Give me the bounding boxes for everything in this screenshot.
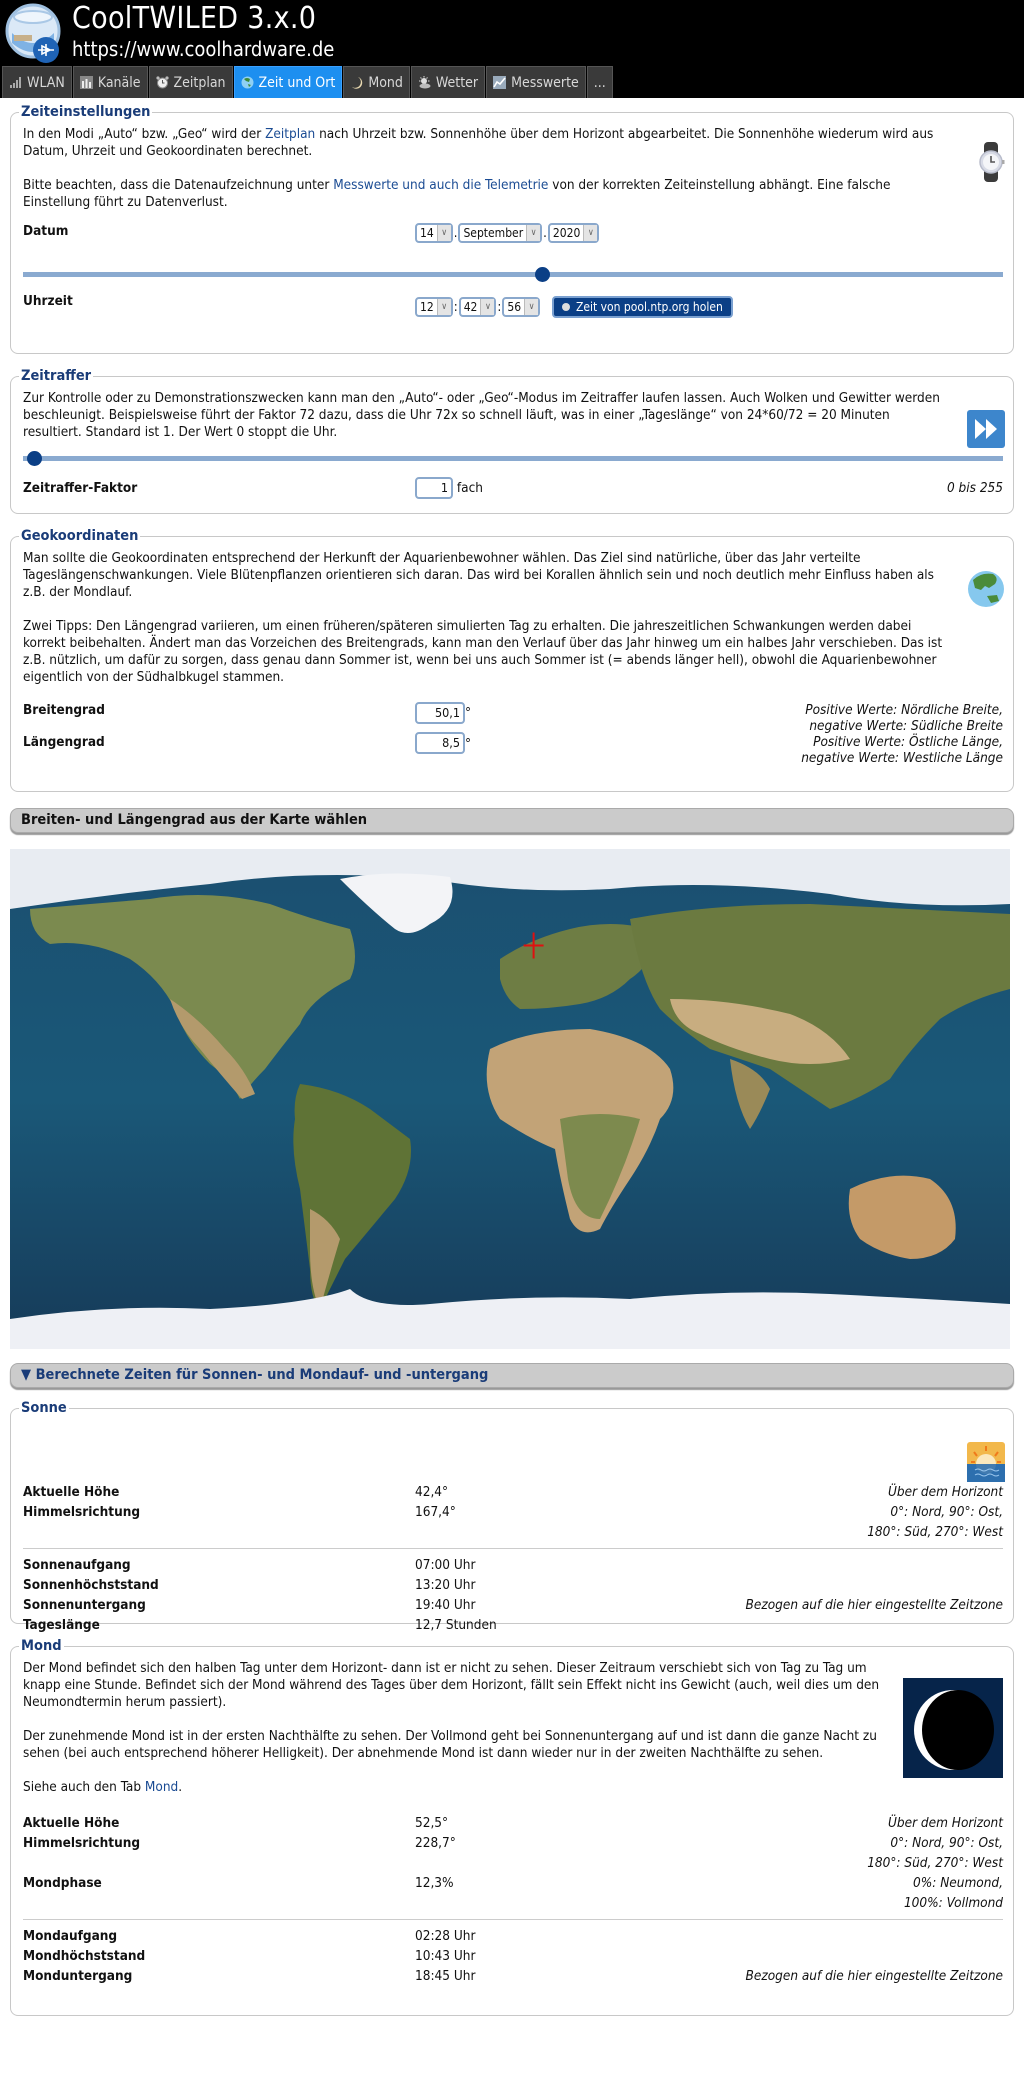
row-value: 52,5°	[415, 1815, 449, 1831]
tab-label: WLAN	[27, 74, 65, 91]
watch-icon	[562, 303, 570, 311]
row-label: Himmelsrichtung	[23, 1504, 141, 1520]
row-label: Sonnenuntergang	[23, 1597, 146, 1613]
day-value: 14	[420, 226, 434, 240]
day-select[interactable]	[415, 223, 453, 243]
tab-label: Kanäle	[97, 74, 141, 91]
tab-label: Zeitplan	[173, 74, 226, 91]
section-title: Zeiteinstellungen	[21, 104, 151, 120]
map-picker-header[interactable]	[10, 808, 1014, 833]
minute-select[interactable]	[459, 297, 497, 317]
minute-value: 42	[463, 300, 478, 314]
mond-paragraph-2: Der zunehmende Mond ist in der ersten Nachthälfte zu sehen. Der Vollmond geht bei Sonnenuntergang auf und ist dann die ganze Nacht zu sehen (bei auch entsprechend höherer Helligkeit). Der abnehmende Mond ist dann wieder nur in der zweiten Nachthälfte zu sehen.	[23, 1728, 877, 1761]
row-note	[746, 1595, 1003, 1615]
row-value: 13:20 Uhr	[415, 1577, 476, 1593]
ntp-button-label: Zeit von pool.ntp.org holen	[575, 300, 723, 314]
year-select[interactable]	[548, 223, 599, 243]
separator: .	[543, 225, 547, 241]
chart-icon	[493, 76, 506, 89]
text: von der korrekten Zeiteinstellung abhängt. Eine falsche Einstellung führt zu Datenverlust.	[23, 177, 891, 210]
world-map-image[interactable]	[10, 849, 1010, 1349]
alarm-clock-icon	[156, 76, 169, 89]
month-value: September	[463, 226, 524, 240]
table-row	[23, 1833, 1003, 1873]
row-note	[746, 1966, 1003, 1986]
app-logo-icon	[4, 3, 66, 65]
section-title: Sonne	[21, 1400, 67, 1416]
sonne-position-list	[23, 1482, 1003, 1542]
app-header	[0, 0, 1024, 66]
channels-icon	[80, 76, 93, 89]
zeit-paragraph-2	[23, 177, 948, 211]
tab-wlan[interactable]	[2, 66, 72, 98]
signal-icon	[9, 76, 22, 89]
world-map[interactable]	[10, 849, 1010, 1349]
second-select[interactable]	[502, 297, 540, 317]
separator: .	[453, 225, 458, 241]
breitengrad-label: Breitengrad	[23, 702, 105, 718]
zeitraffer-slider-track[interactable]	[23, 456, 1003, 461]
row-label: Mondaufgang	[23, 1928, 118, 1944]
tab-label: Mond	[368, 74, 403, 91]
tab-zeitplan[interactable]	[149, 66, 233, 98]
separator: :	[453, 299, 458, 315]
month-select[interactable]	[458, 223, 542, 243]
chevron-down-icon: ∨	[526, 225, 540, 241]
note-line: 180°: Süd, 270°: West	[867, 1524, 1003, 1540]
note-line: 180°: Süd, 270°: West	[867, 1855, 1003, 1871]
mond-paragraph-1: Der Mond befindet sich den halben Tag unter dem Horizont- dann ist er nicht zu sehen. Dieser Zeitraum verschiebt sich von Tag zu Tag um knapp eine Stunde. Befindet sich der Mond während des Tages über dem Horizont, fällt sein Effekt nicht ins Gewicht (auch, weil dies um den Neumondtermin herum passiert).	[23, 1660, 880, 1710]
row-value: 42,4°	[415, 1484, 449, 1500]
mond-section	[10, 1638, 1014, 2016]
uhrzeit-label: Uhrzeit	[23, 293, 73, 309]
sonne-times-list	[23, 1555, 1003, 1635]
factor-unit: fach	[456, 480, 483, 496]
calculated-times-title: ▼ Berechnete Zeiten für Sonnen- und Mondauf- und -untergang	[21, 1367, 489, 1383]
tab-label: Wetter	[435, 74, 479, 91]
row-value: 167,4°	[415, 1504, 456, 1520]
time-slider-thumb[interactable]	[535, 267, 550, 282]
note-line: negative Werte: Westliche Länge	[801, 750, 1003, 766]
note-line: 0%: Neumond,	[912, 1875, 1003, 1891]
moon-icon	[350, 76, 363, 89]
row-value: 02:28 Uhr	[415, 1928, 476, 1944]
text: Siehe auch den Tab	[23, 1779, 145, 1795]
second-value: 56	[507, 300, 522, 314]
table-row	[23, 1555, 1003, 1575]
divider	[23, 1919, 1003, 1920]
laengengrad-label: Längengrad	[23, 734, 105, 750]
zeiteinstellungen-section	[10, 104, 1014, 354]
hour-select[interactable]	[415, 297, 453, 317]
table-row	[23, 1873, 1003, 1913]
degree-sign: °	[465, 736, 472, 752]
mond-position-list	[23, 1813, 1003, 1913]
chevron-down-icon: ∨	[437, 299, 451, 315]
app-title: CoolTWILED 3.x.0	[72, 1, 317, 36]
note-line: 100%: Vollmond	[903, 1895, 1003, 1911]
chevron-down-icon: ∨	[437, 225, 451, 241]
laengengrad-row	[23, 734, 1003, 766]
mond-paragraph-3	[23, 1779, 893, 1796]
hour-value: 12	[420, 300, 434, 314]
row-value: 19:40 Uhr	[415, 1597, 476, 1613]
text: Bitte beachten, dass die Datenaufzeichnung unter	[23, 177, 334, 193]
zeitplan-link[interactable]: Zeitplan	[265, 126, 316, 142]
uhrzeit-row	[23, 293, 1003, 318]
row-label: Himmelsrichtung	[23, 1835, 141, 1851]
year-value: 2020	[552, 226, 581, 240]
tab-messwerte[interactable]	[486, 66, 586, 98]
row-value: 07:00 Uhr	[415, 1557, 476, 1573]
row-note	[867, 1502, 1003, 1542]
datum-row	[23, 223, 1003, 243]
globe-icon	[967, 570, 1005, 608]
row-value: 228,7°	[415, 1835, 456, 1851]
section-title: Mond	[21, 1638, 62, 1654]
sunrise-icon	[967, 1442, 1005, 1482]
row-note	[888, 1813, 1003, 1833]
table-row	[23, 1575, 1003, 1595]
note-line: Positive Werte: Nördliche Breite,	[805, 702, 1003, 718]
text: .	[178, 1779, 183, 1795]
chevron-down-icon: ∨	[480, 299, 494, 315]
table-row	[23, 1966, 1003, 1986]
zeitraffer-description: Zur Kontrolle oder zu Demonstrationszwecken kann man den „Auto“- oder „Geo“-Modus im Zeitraffer laufen lassen. Auch Wolken und Gewitter werden beschleunigt. Beispielsweise führt der Faktor 72 dazu, dass die Uhr 72x so schnell läuft, was in einer „Tageslänge“ von 24*60/72 = 20 Minuten resultiert. Standard ist 1. Der Wert 0 stoppt die Uhr.	[23, 390, 940, 440]
globe-icon	[241, 76, 254, 89]
row-label: Sonnenaufgang	[23, 1557, 131, 1573]
chevron-down-icon: ∨	[583, 225, 597, 241]
geo-paragraph-2: Zwei Tipps: Den Längengrad variieren, um einen früheren/späteren simulierten Tag zu erhalten. Die jahreszeitlichen Schwankungen werden dabei korrekt beibehalten. Ändert man das Vorzeichen des Breitengrads, kann man den Verlauf über das Jahr hinweg um ein halbes Jahr verschieben. Das ist z.B. nützlich, um dafür zu sorgen, dass genau dann Sommer ist, wenn bei uns auch Sommer ist (= abends länger hell), obwohl die Aquarienbewohner eigentlich von der Südhalbkugel stammen.	[23, 618, 943, 685]
longitude-input[interactable]: 8,5	[415, 732, 465, 754]
separator: :	[497, 299, 502, 315]
watch-icon	[977, 142, 1005, 182]
row-value: 12,3%	[415, 1875, 454, 1891]
time-slider-track[interactable]	[23, 272, 1003, 277]
note-line: Bezogen auf die hier eingestellte Zeitzone	[745, 1597, 1003, 1613]
note-line: Über dem Horizont	[888, 1815, 1003, 1831]
row-label: Aktuelle Höhe	[23, 1484, 120, 1500]
calculated-times-header[interactable]	[10, 1363, 1014, 1388]
table-row	[23, 1502, 1003, 1542]
row-value: 10:43 Uhr	[415, 1948, 476, 1964]
row-label: Aktuelle Höhe	[23, 1815, 120, 1831]
row-label: Mondhöchststand	[23, 1948, 146, 1964]
table-row	[23, 1482, 1003, 1502]
tab-wetter[interactable]	[411, 66, 485, 98]
note-line: Über dem Horizont	[888, 1484, 1003, 1500]
note-line: negative Werte: Südliche Breite	[809, 718, 1003, 734]
page-content	[0, 98, 1024, 2081]
tab-more[interactable]	[587, 66, 613, 98]
app-url[interactable]: https://www.coolhardware.de	[72, 37, 335, 61]
zeitraffer-factor-input[interactable]: 1	[415, 477, 453, 499]
tab-label: ...	[593, 74, 606, 91]
note-line: 0°: Nord, 90°: Ost,	[890, 1504, 1003, 1520]
section-title: Geokoordinaten	[21, 528, 139, 544]
chevron-down-icon: ∨	[524, 299, 538, 315]
map-picker-title: Breiten- und Längengrad aus der Karte wählen	[21, 812, 368, 828]
tab-kanaele[interactable]	[73, 66, 148, 98]
table-row	[23, 1813, 1003, 1833]
table-row	[23, 1926, 1003, 1946]
table-row	[23, 1946, 1003, 1966]
degree-sign: °	[465, 705, 472, 721]
table-row	[23, 1595, 1003, 1615]
text: nach Uhrzeit bzw. Sonnenhöhe über dem Horizont abgearbeitet. Die Sonnenhöhe wiederum wird aus Datum, Uhrzeit und Geokoordinaten berechnet.	[23, 126, 934, 159]
tab-label: Zeit und Ort	[258, 74, 336, 91]
latitude-input[interactable]: 50,1	[415, 702, 465, 724]
row-note	[904, 1873, 1003, 1913]
weather-icon	[418, 76, 431, 89]
row-value: 18:45 Uhr	[415, 1968, 476, 1984]
row-label: Monduntergang	[23, 1968, 133, 1984]
geo-paragraph-1: Man sollte die Geokoordinaten entsprechend der Herkunft der Aquarienbewohner wählen. Das Ziel sind natürliche, über das Jahr verteilte Tageslängenschwankungen. Viele Blütenpflanzen orientieren sich daran. Das wird bei Korallen ähnlich sein und noch deutlich mehr Einfluss haben als z.B. der Mondlauf.	[23, 550, 934, 600]
tab-label: Messwerte	[511, 74, 579, 91]
note-line: Bezogen auf die hier eingestellte Zeitzone	[745, 1968, 1003, 1984]
ntp-sync-button[interactable]	[552, 296, 733, 318]
row-label: Sonnenhöchststand	[23, 1577, 159, 1593]
row-note	[867, 1833, 1003, 1873]
table-row	[23, 1615, 1003, 1635]
longitude-note	[801, 734, 1003, 766]
zeitraffer-slider[interactable]	[23, 451, 1003, 467]
zeitraffer-factor-row	[23, 477, 1003, 499]
zeit-paragraph-1	[23, 126, 948, 160]
note-line: 0°: Nord, 90°: Ost,	[890, 1835, 1003, 1851]
factor-range-note: 0 bis 255	[946, 480, 1003, 496]
row-label: Mondphase	[23, 1875, 102, 1891]
time-slider[interactable]	[23, 267, 1003, 283]
breitengrad-row	[23, 702, 1003, 734]
note-line: Positive Werte: Östliche Länge,	[813, 734, 1003, 750]
geokoordinaten-section	[10, 528, 1014, 792]
row-value: 12,7 Stunden	[415, 1617, 497, 1633]
row-note	[888, 1482, 1003, 1502]
moon-phase-icon	[903, 1678, 1003, 1778]
zeitraffer-factor-label: Zeitraffer-Faktor	[23, 480, 138, 496]
zeitraffer-slider-thumb[interactable]	[27, 451, 42, 466]
text: In den Modi „Auto“ bzw. „Geo“ wird der	[23, 126, 266, 142]
tab-mond[interactable]	[343, 66, 410, 98]
zeitraffer-section	[10, 368, 1014, 514]
messwerte-link[interactable]: Messwerte und auch die Telemetrie	[333, 177, 549, 193]
latitude-note	[805, 702, 1003, 734]
main-tabs	[0, 66, 1024, 98]
divider	[23, 1548, 1003, 1549]
datum-label: Datum	[23, 223, 69, 239]
sonne-section	[10, 1400, 1014, 1633]
fast-forward-icon[interactable]	[967, 410, 1005, 448]
row-label: Tageslänge	[23, 1617, 100, 1633]
section-title: Zeitraffer	[21, 368, 92, 384]
mond-times-list	[23, 1926, 1003, 1986]
tab-zeit-und-ort[interactable]	[234, 66, 343, 98]
mond-tab-link[interactable]: Mond	[144, 1779, 179, 1795]
